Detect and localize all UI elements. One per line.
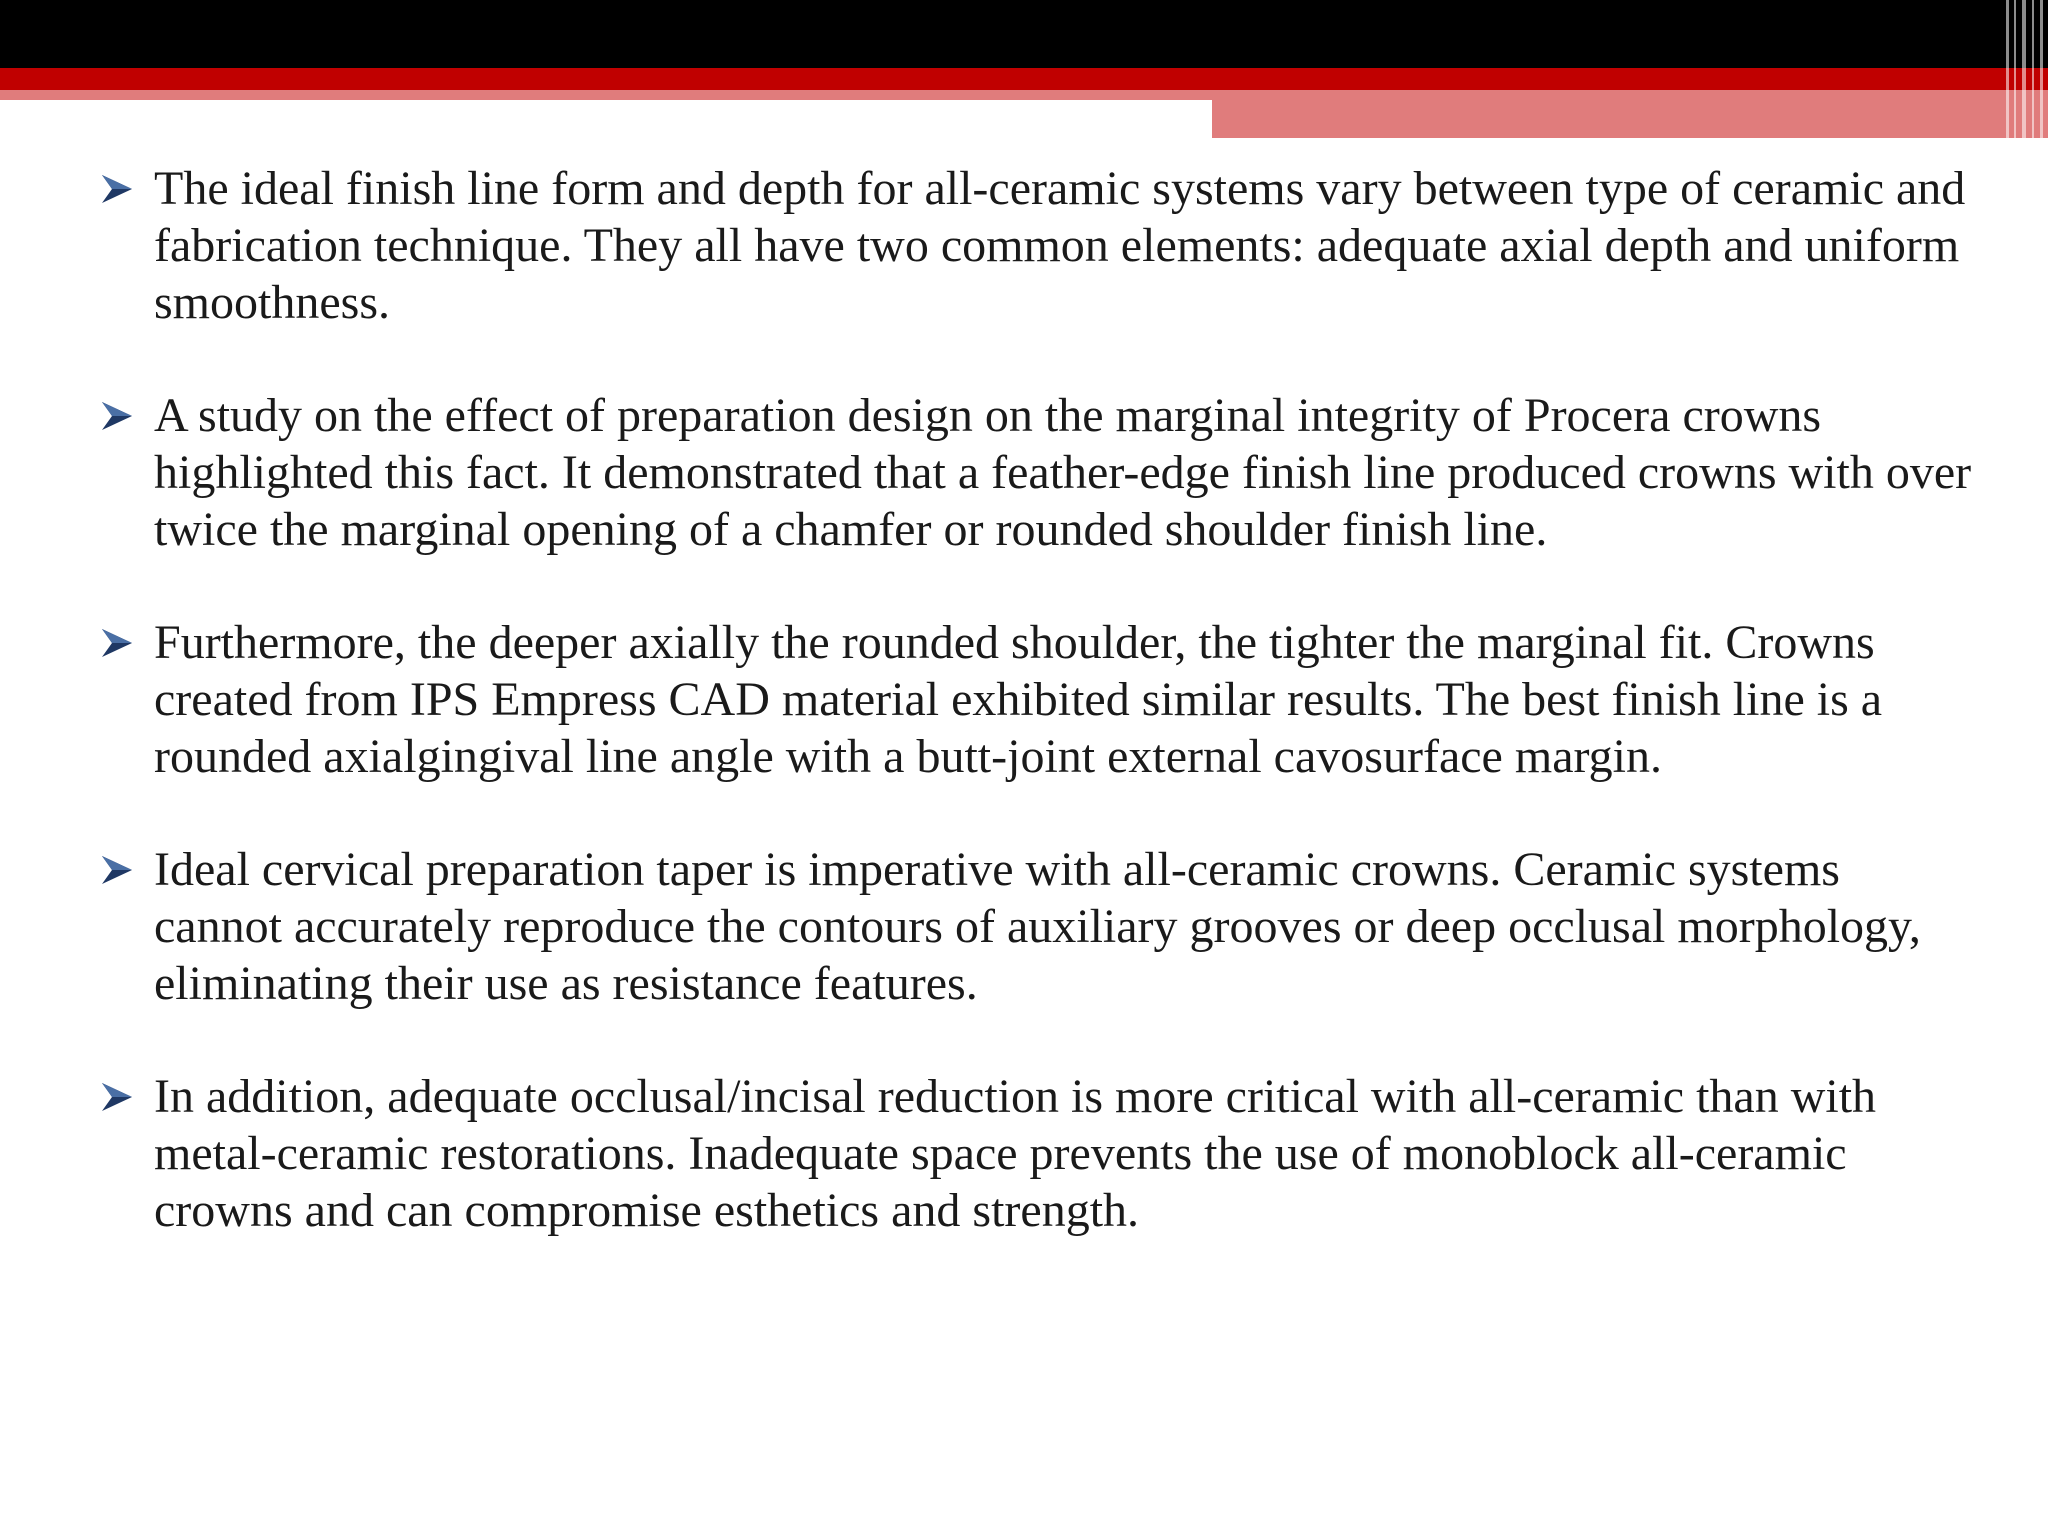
stripe <box>2014 0 2016 138</box>
stripe <box>2040 0 2043 138</box>
stripe <box>2022 0 2026 138</box>
header-red-band <box>0 68 2048 90</box>
bullet-text: Ideal cervical preparation taper is imperative with all-ceramic crowns. Ceramic systems cannot accurately reproduce the contours of auxiliary grooves or deep occlusal morphology, eliminating their use as resistance features. <box>154 843 1921 1010</box>
arrowhead-bullet-icon <box>100 399 134 433</box>
arrowhead-bullet-icon <box>100 172 134 206</box>
header-stripes-decoration <box>2000 0 2048 138</box>
bullet-item <box>98 1068 1978 1239</box>
bullet-item <box>98 387 1978 558</box>
bullet-item <box>98 614 1978 785</box>
arrowhead-bullet-icon <box>100 853 134 887</box>
bullet-text: A study on the effect of preparation design on the marginal integrity of Procera crowns highlighted this fact. It demonstrated that a feather-edge finish line produced crowns with over twice the marginal opening of a chamfer or rounded shoulder finish line. <box>154 389 1972 556</box>
stripe <box>2032 0 2034 138</box>
bullet-text: The ideal finish line form and depth for all-ceramic systems vary between type of ceramic and fabrication technique. They all have two common elements: adequate axial depth and uniform smoothness. <box>154 162 1966 329</box>
header-pink-strip-left <box>0 90 1212 100</box>
bullet-text: In addition, adequate occlusal/incisal reduction is more critical with all-ceramic than with metal-ceramic restorations. Inadequate space prevents the use of monoblock all-ceramic crowns and can compromise esthetics and strength. <box>154 1070 1877 1237</box>
bullet-text: Furthermore, the deeper axially the rounded shoulder, the tighter the marginal fit. Crowns created from IPS Empress CAD material exhibited similar results. The best finish line is a rounded axialgingival line angle with a butt-joint external cavosurface margin. <box>154 616 1883 783</box>
arrowhead-bullet-icon <box>100 626 134 660</box>
header-pink-block-right <box>1212 90 2048 138</box>
header-black-band <box>0 0 2048 68</box>
bullet-item <box>98 841 1978 1012</box>
arrowhead-bullet-icon <box>100 1080 134 1114</box>
bullet-item <box>98 160 1978 331</box>
stripe <box>2006 0 2009 138</box>
bullet-list <box>98 160 1978 1295</box>
